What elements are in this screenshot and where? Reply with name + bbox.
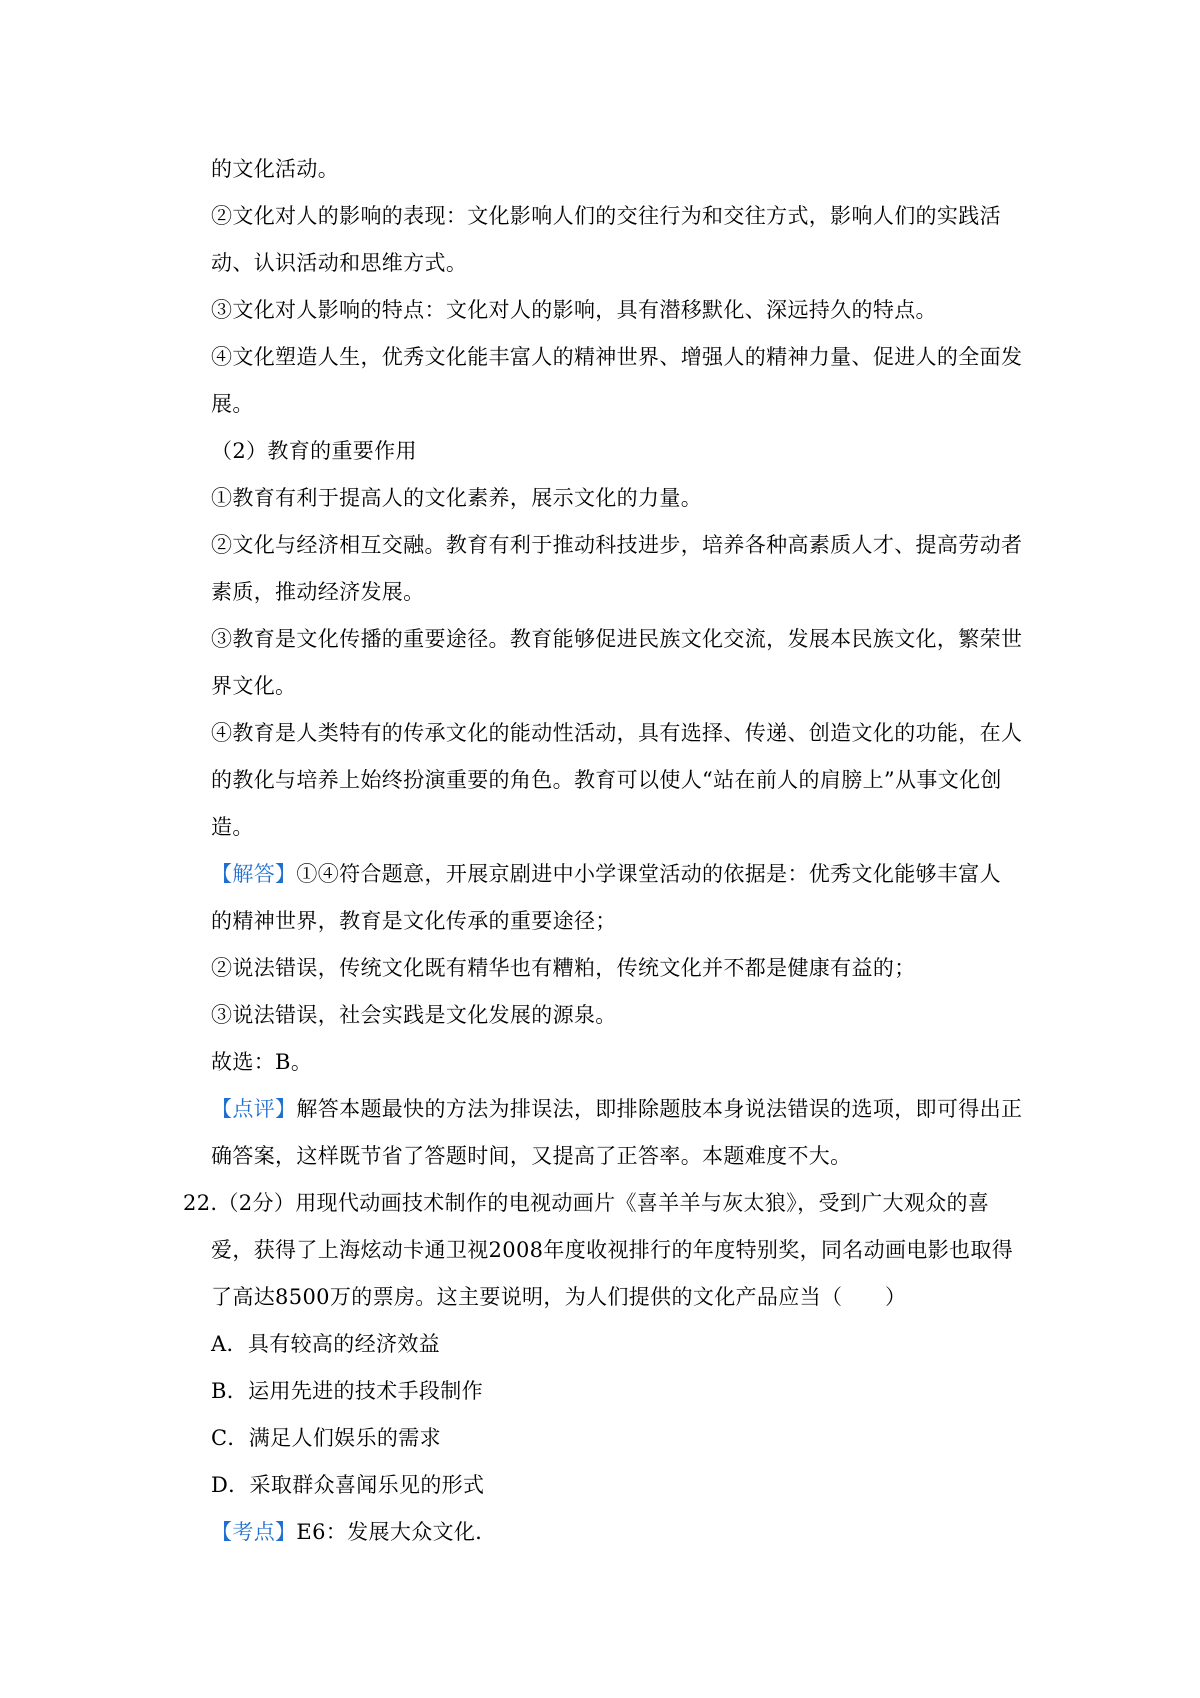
answer-line: ③说法错误，社会实践是文化发展的源泉。 [211, 1003, 617, 1027]
option-c: C．满足人们娱乐的需求 [211, 1426, 441, 1450]
question-stem: 爱，获得了上海炫动卡通卫视2008年度收视排行的年度特别奖，同名动画电影也取得 [211, 1238, 1014, 1262]
text-line: ②文化对人的影响的表现：文化影响人们的交往行为和交往方式，影响人们的实践活 [211, 204, 1001, 228]
text-line: 的教化与培养上始终扮演重要的角色。教育可以使人“站在前人的肩膀上”从事文化创 [211, 768, 1002, 792]
kaodian-text: E6：发展大众文化． [296, 1520, 497, 1544]
kaodian-tag: 【考点】 [211, 1520, 297, 1544]
answer-line: 的精神世界，教育是文化传承的重要途径； [211, 909, 617, 933]
answer-line [211, 851, 1031, 898]
section-heading: （2）教育的重要作用 [211, 439, 417, 463]
option-b: B．运用先进的技术手段制作 [211, 1379, 483, 1403]
option-d: D．采取群众喜闻乐见的形式 [211, 1473, 485, 1497]
kaodian-line [211, 1509, 1031, 1556]
review-text: 解答本题最快的方法为排误法，即排除题肢本身说法错误的选项，即可得出正 [296, 1097, 1023, 1121]
text-line: ③文化对人影响的特点：文化对人的影响，具有潜移默化、深远持久的特点。 [211, 298, 937, 322]
text-line: ①教育有利于提高人的文化素养，展示文化的力量。 [211, 486, 703, 510]
answer-choice: 故选：B。 [211, 1050, 313, 1074]
review-tag: 【点评】 [211, 1097, 297, 1121]
review-line [211, 1086, 1031, 1133]
answer-tag: 【解答】 [211, 862, 297, 886]
text-line: 动、认识活动和思维方式。 [211, 251, 468, 275]
option-a: A．具有较高的经济效益 [211, 1332, 441, 1356]
document-content [183, 146, 1031, 1556]
answer-line: ②说法错误，传统文化既有精华也有糟粕，传统文化并不都是健康有益的； [211, 956, 916, 980]
text-line: 界文化。 [211, 674, 297, 698]
text-line: 素质，推动经济发展。 [211, 580, 425, 604]
text-line: 造。 [211, 815, 254, 839]
text-line: 展。 [211, 392, 254, 416]
text-line: ④教育是人类特有的传承文化的能动性活动，具有选择、传递、创造文化的功能，在人 [211, 721, 1023, 745]
text-line: ②文化与经济相互交融。教育有利于推动科技进步，培养各种高素质人才、提高劳动者 [211, 533, 1023, 557]
question-stem: 22.（2分）用现代动画技术制作的电视动画片《喜羊羊与灰太狼》，受到广大观众的喜 [183, 1191, 990, 1215]
question-stem: 了高达8500万的票房。这主要说明，为人们提供的文化产品应当（ ） [211, 1285, 907, 1309]
text-line: 的文化活动。 [211, 157, 340, 181]
text-line: ④文化塑造人生，优秀文化能丰富人的精神世界、增强人的精神力量、促进人的全面发 [211, 345, 1023, 369]
review-line: 确答案，这样既节省了答题时间，又提高了正答率。本题难度不大。 [211, 1144, 852, 1168]
text-line: ③教育是文化传播的重要途径。教育能够促进民族文化交流，发展本民族文化，繁荣世 [211, 627, 1023, 651]
answer-text: ①④符合题意，开展京剧进中小学课堂活动的依据是：优秀文化能够丰富人 [296, 862, 1001, 886]
